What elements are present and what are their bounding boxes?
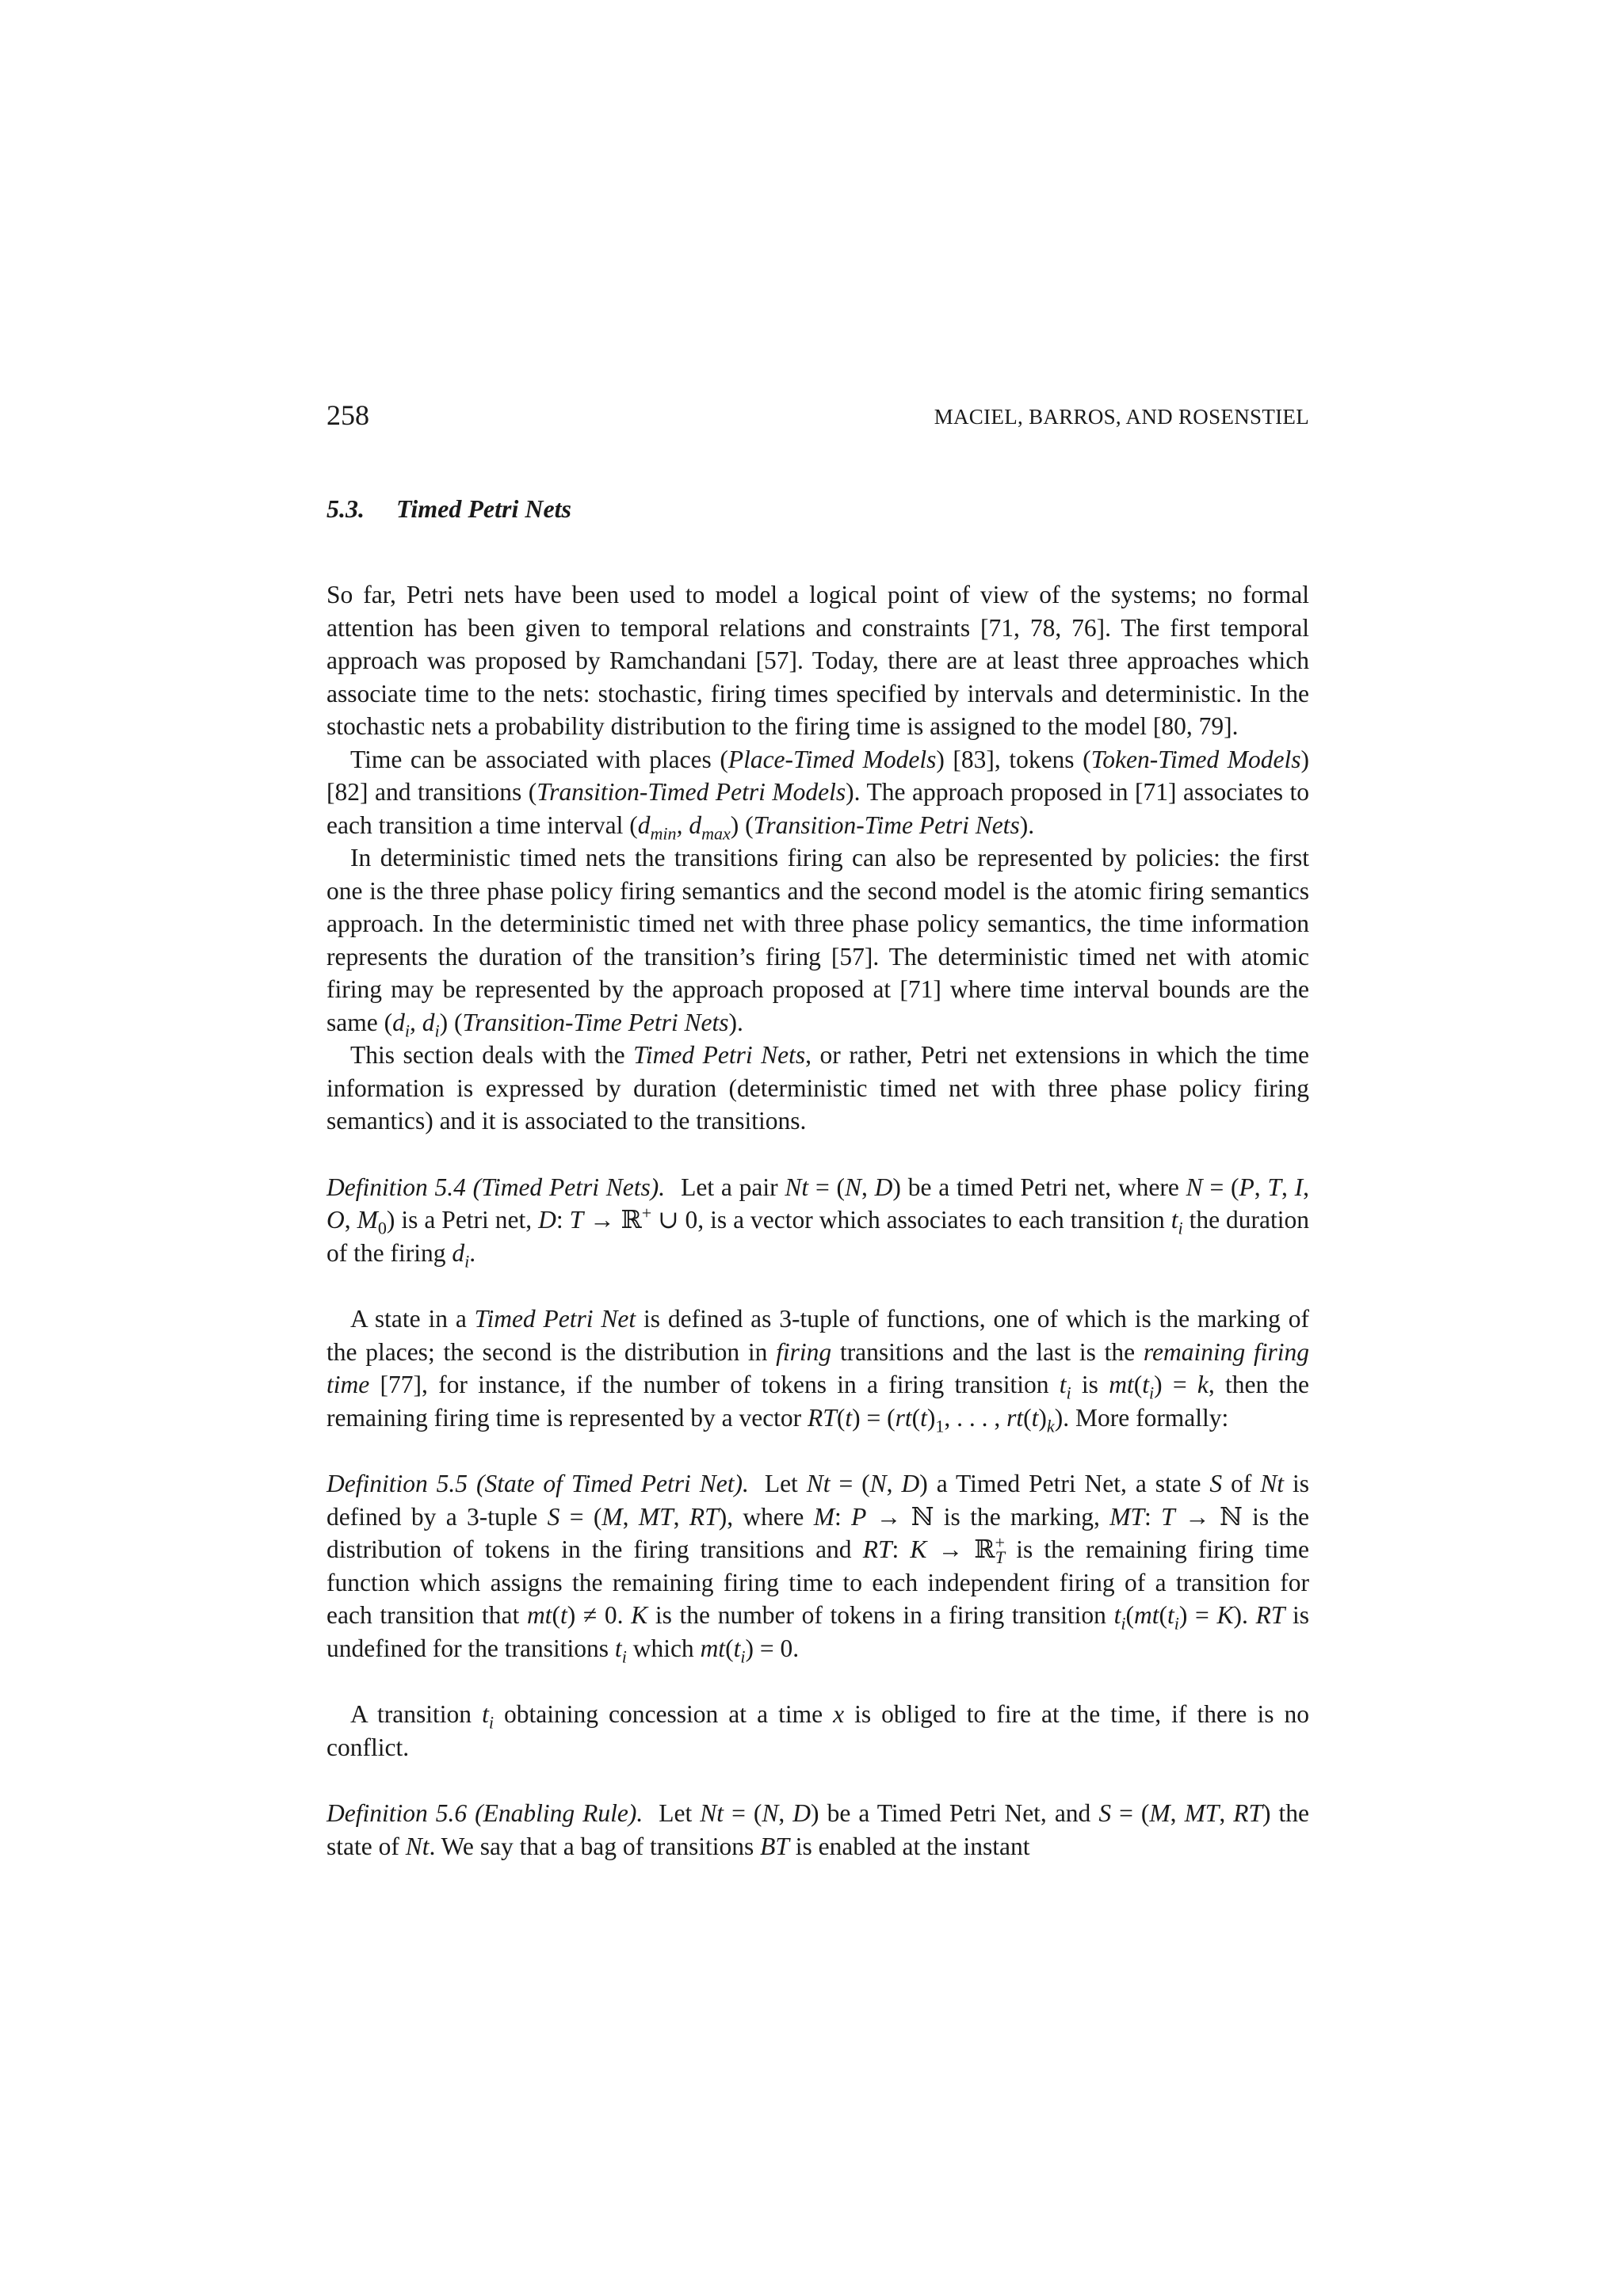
definition-5-6: Definition 5.6 (Enabling Rule). Let Nt = (N, D) be a Timed Petri Net, and S = (M, MT, RT) the state of Nt. We say that a bag of transitions BT is enabled at the instant <box>327 1799 1310 1860</box>
definition-5-5-heading: Definition 5.5 (State of Timed Petri Net). <box>327 1470 749 1497</box>
definition-5-4: Definition 5.4 (Timed Petri Nets). Let a pair Nt = (N, D) be a timed Petri net, where N = (P, T, I, O, $M_0$) is a Petri net, D: T → ℝ+ ∪ 0, is a vector which associates to each transition $t_i$ the duration of the firing $d_i$. <box>327 1173 1310 1271</box>
section-title: Timed Petri Nets <box>396 494 571 523</box>
definition-5-6-heading: Definition 5.6 (Enabling Rule). <box>327 1799 643 1827</box>
paragraph-section-scope: This section deals with the Timed Petri Nets, or rather, Petri net extensions in which the time information is expressed by duration (deterministic timed net with three phase policy firing semantics) and it is associated to the transitions. <box>327 1041 1310 1135</box>
definition-5-5: Definition 5.5 (State of Timed Petri Net). Let Nt = (N, D) a Timed Petri Net, a state S of Nt is defined by a 3-tuple S = (M, MT, RT), where M: P → ℕ is the marking, MT: T → ℕ is the distribution of tokens in the firing transitions and RT: K → ℝ+$_T$ is the remaining firing time function which assigns the remaining firing time to each independent firing of a transition for each transition that mt(t) ≠ 0. K is the number of tokens in a firing transition $t_i(mt(t_i) = K)$. RT is undefined for the transitions $t_i$ which $mt(t_i) = 0$. <box>327 1470 1310 1666</box>
body-text <box>327 578 1309 1863</box>
section-number: 5.3. <box>327 494 365 523</box>
definition-5-4-heading: Definition 5.4 (Timed Petri Nets). <box>327 1173 666 1201</box>
page-number: 258 <box>327 399 369 431</box>
paragraph-time-association: Time can be associated with places (Place-Timed Models) [83], tokens (Token-Timed Models) [82] and transitions (Transition-Timed Petri Models). The approach proposed in [71] associates to each transition a time interval ($d_{min}$, $d_{max}$) (Transition-Time Petri Nets). <box>327 745 1309 843</box>
math-dmin-dmax: $d_{min}$, $d_{max}$ <box>637 810 731 843</box>
section-heading <box>327 491 571 526</box>
running-head-authors: MACIEL, BARROS, AND ROSENSTIEL <box>934 405 1309 429</box>
paragraph-deterministic: In deterministic timed nets the transitions firing can also be represented by policies: the first one is the three phase policy firing semantics and the second model is the atomic firing semantics approach. In the deterministic timed net with three phase policy semantics, the time information represents the duration of the transition’s firing [57]. The deterministic timed net with atomic firing may be represented by the approach proposed at [71] where time interval bounds are the same ($d_i$, $d_i$) (Transition-Time Petri Nets). <box>327 844 1309 1040</box>
running-head <box>327 396 1309 434</box>
paragraph-concession: A transition $t_i$ obtaining concession at a time x is obliged to fire at the time, if there is no conflict. <box>327 1700 1309 1761</box>
paragraph-intro: So far, Petri nets have been used to model a logical point of view of the systems; no formal attention has been given to temporal relations and constraints [71, 78, 76]. The first temporal approach was proposed by Ramchandani [57]. Today, there are at least three approaches which associate time to the nets: stochastic, firing times specified by intervals and deterministic. In the stochastic nets a probability distribution to the firing time is assigned to the model [80, 79]. <box>327 581 1309 740</box>
paragraph-state: A state in a Timed Petri Net is defined as 3-tuple of functions, one of which is the marking of the places; the second is the distribution in firing transitions and the last is the remaining firing time [77], for instance, if the number of tokens in a firing transition $t_i$ is $mt(t_i) = k$, then the remaining firing time is represented by a vector $RT(t) = (rt(t)_1$, . . . , $rt(t)_k$). More formally: <box>327 1305 1310 1436</box>
math-di-di: $d_i$, $d_i$ <box>392 1008 440 1040</box>
